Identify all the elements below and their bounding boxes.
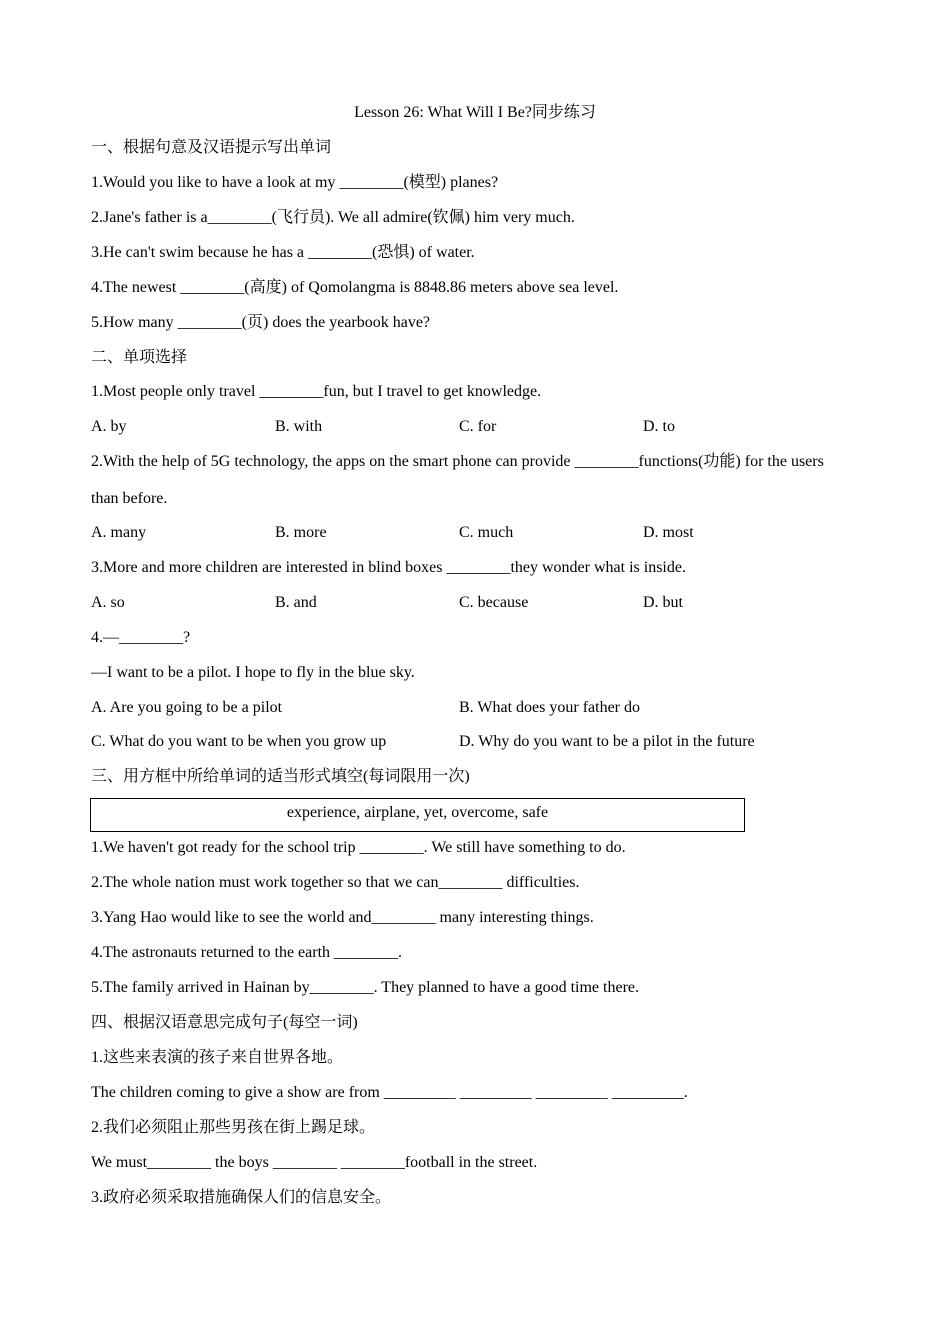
s2-q2-option-a: A. many <box>91 524 147 541</box>
s3-question-5: 5.The family arrived in Hainan by________. They planned to have a good time there. <box>91 979 639 996</box>
s2-q3-option-b: B. and <box>275 594 317 611</box>
s2-q1-option-c: C. for <box>459 418 497 435</box>
s2-q3-option-d: D. but <box>643 594 683 611</box>
s2-q1-option-d: D. to <box>643 418 675 435</box>
s2-question-2-cont: than before. <box>91 490 168 507</box>
s2-q2-option-d: D. most <box>643 524 694 541</box>
section-4-heading: 四、根据汉语意思完成句子(每空一词) <box>91 1014 358 1031</box>
s2-q3-option-a: A. so <box>91 594 125 611</box>
s4-question-3-chinese: 3.政府必须采取措施确保人们的信息安全。 <box>91 1189 392 1206</box>
s2-q4-option-d: D. Why do you want to be a pilot in the future <box>459 733 755 750</box>
section-3-heading: 三、用方框中所给单词的适当形式填空(每词限用一次) <box>91 768 470 785</box>
s2-q4-option-a: A. Are you going to be a pilot <box>91 699 283 716</box>
s2-q3-option-c: C. because <box>459 594 529 611</box>
s4-question-1-chinese: 1.这些来表演的孩子来自世界各地。 <box>91 1049 344 1066</box>
s4-question-2-chinese: 2.我们必须阻止那些男孩在街上踢足球。 <box>91 1119 376 1136</box>
s2-q2-option-b: B. more <box>275 524 327 541</box>
section-1-heading: 一、根据句意及汉语提示写出单词 <box>91 139 332 156</box>
s2-question-4: 4.—________? <box>91 629 191 646</box>
section-2-heading: 二、单项选择 <box>91 349 188 366</box>
s1-question-4: 4.The newest ________(高度) of Qomolangma is 8848.86 meters above sea level. <box>91 279 619 296</box>
s1-question-2: 2.Jane's father is a________(飞行员). We all admire(钦佩) him very much. <box>91 209 575 226</box>
s3-question-1: 1.We haven't got ready for the school trip ________. We still have something to do. <box>91 839 626 856</box>
s1-question-3: 3.He can't swim because he has a ________(恐惧) of water. <box>91 244 475 261</box>
s4-question-1-english: The children coming to give a show are from _________ _________ _________ _________. <box>91 1084 688 1101</box>
s2-q4-option-c: C. What do you want to be when you grow up <box>91 733 387 750</box>
word-box-text: experience, airplane, yet, overcome, safe <box>286 804 549 821</box>
word-box <box>90 798 745 832</box>
s1-question-5: 5.How many ________(页) does the yearbook have? <box>91 314 431 331</box>
s2-question-3: 3.More and more children are interested in blind boxes ________they wonder what is inside. <box>91 559 686 576</box>
s4-question-2-english: We must________ the boys ________ ________football in the street. <box>91 1154 538 1171</box>
s2-question-1: 1.Most people only travel ________fun, but I travel to get knowledge. <box>91 383 542 400</box>
s2-question-2: 2.With the help of 5G technology, the apps on the smart phone can provide ________functions(功能) for the users <box>91 453 824 470</box>
s3-question-4: 4.The astronauts returned to the earth ________. <box>91 944 403 961</box>
s2-question-4-reply: —I want to be a pilot. I hope to fly in the blue sky. <box>91 664 415 681</box>
s3-question-2: 2.The whole nation must work together so that we can________ difficulties. <box>91 874 580 891</box>
s2-q1-option-a: A. by <box>91 418 127 435</box>
s1-question-1: 1.Would you like to have a look at my ________(模型) planes? <box>91 174 499 191</box>
s2-q4-option-b: B. What does your father do <box>459 699 640 716</box>
page-title: Lesson 26: What Will I Be?同步练习 <box>354 104 596 121</box>
s3-question-3: 3.Yang Hao would like to see the world and________ many interesting things. <box>91 909 594 926</box>
s2-q1-option-b: B. with <box>275 418 323 435</box>
s2-q2-option-c: C. much <box>459 524 514 541</box>
